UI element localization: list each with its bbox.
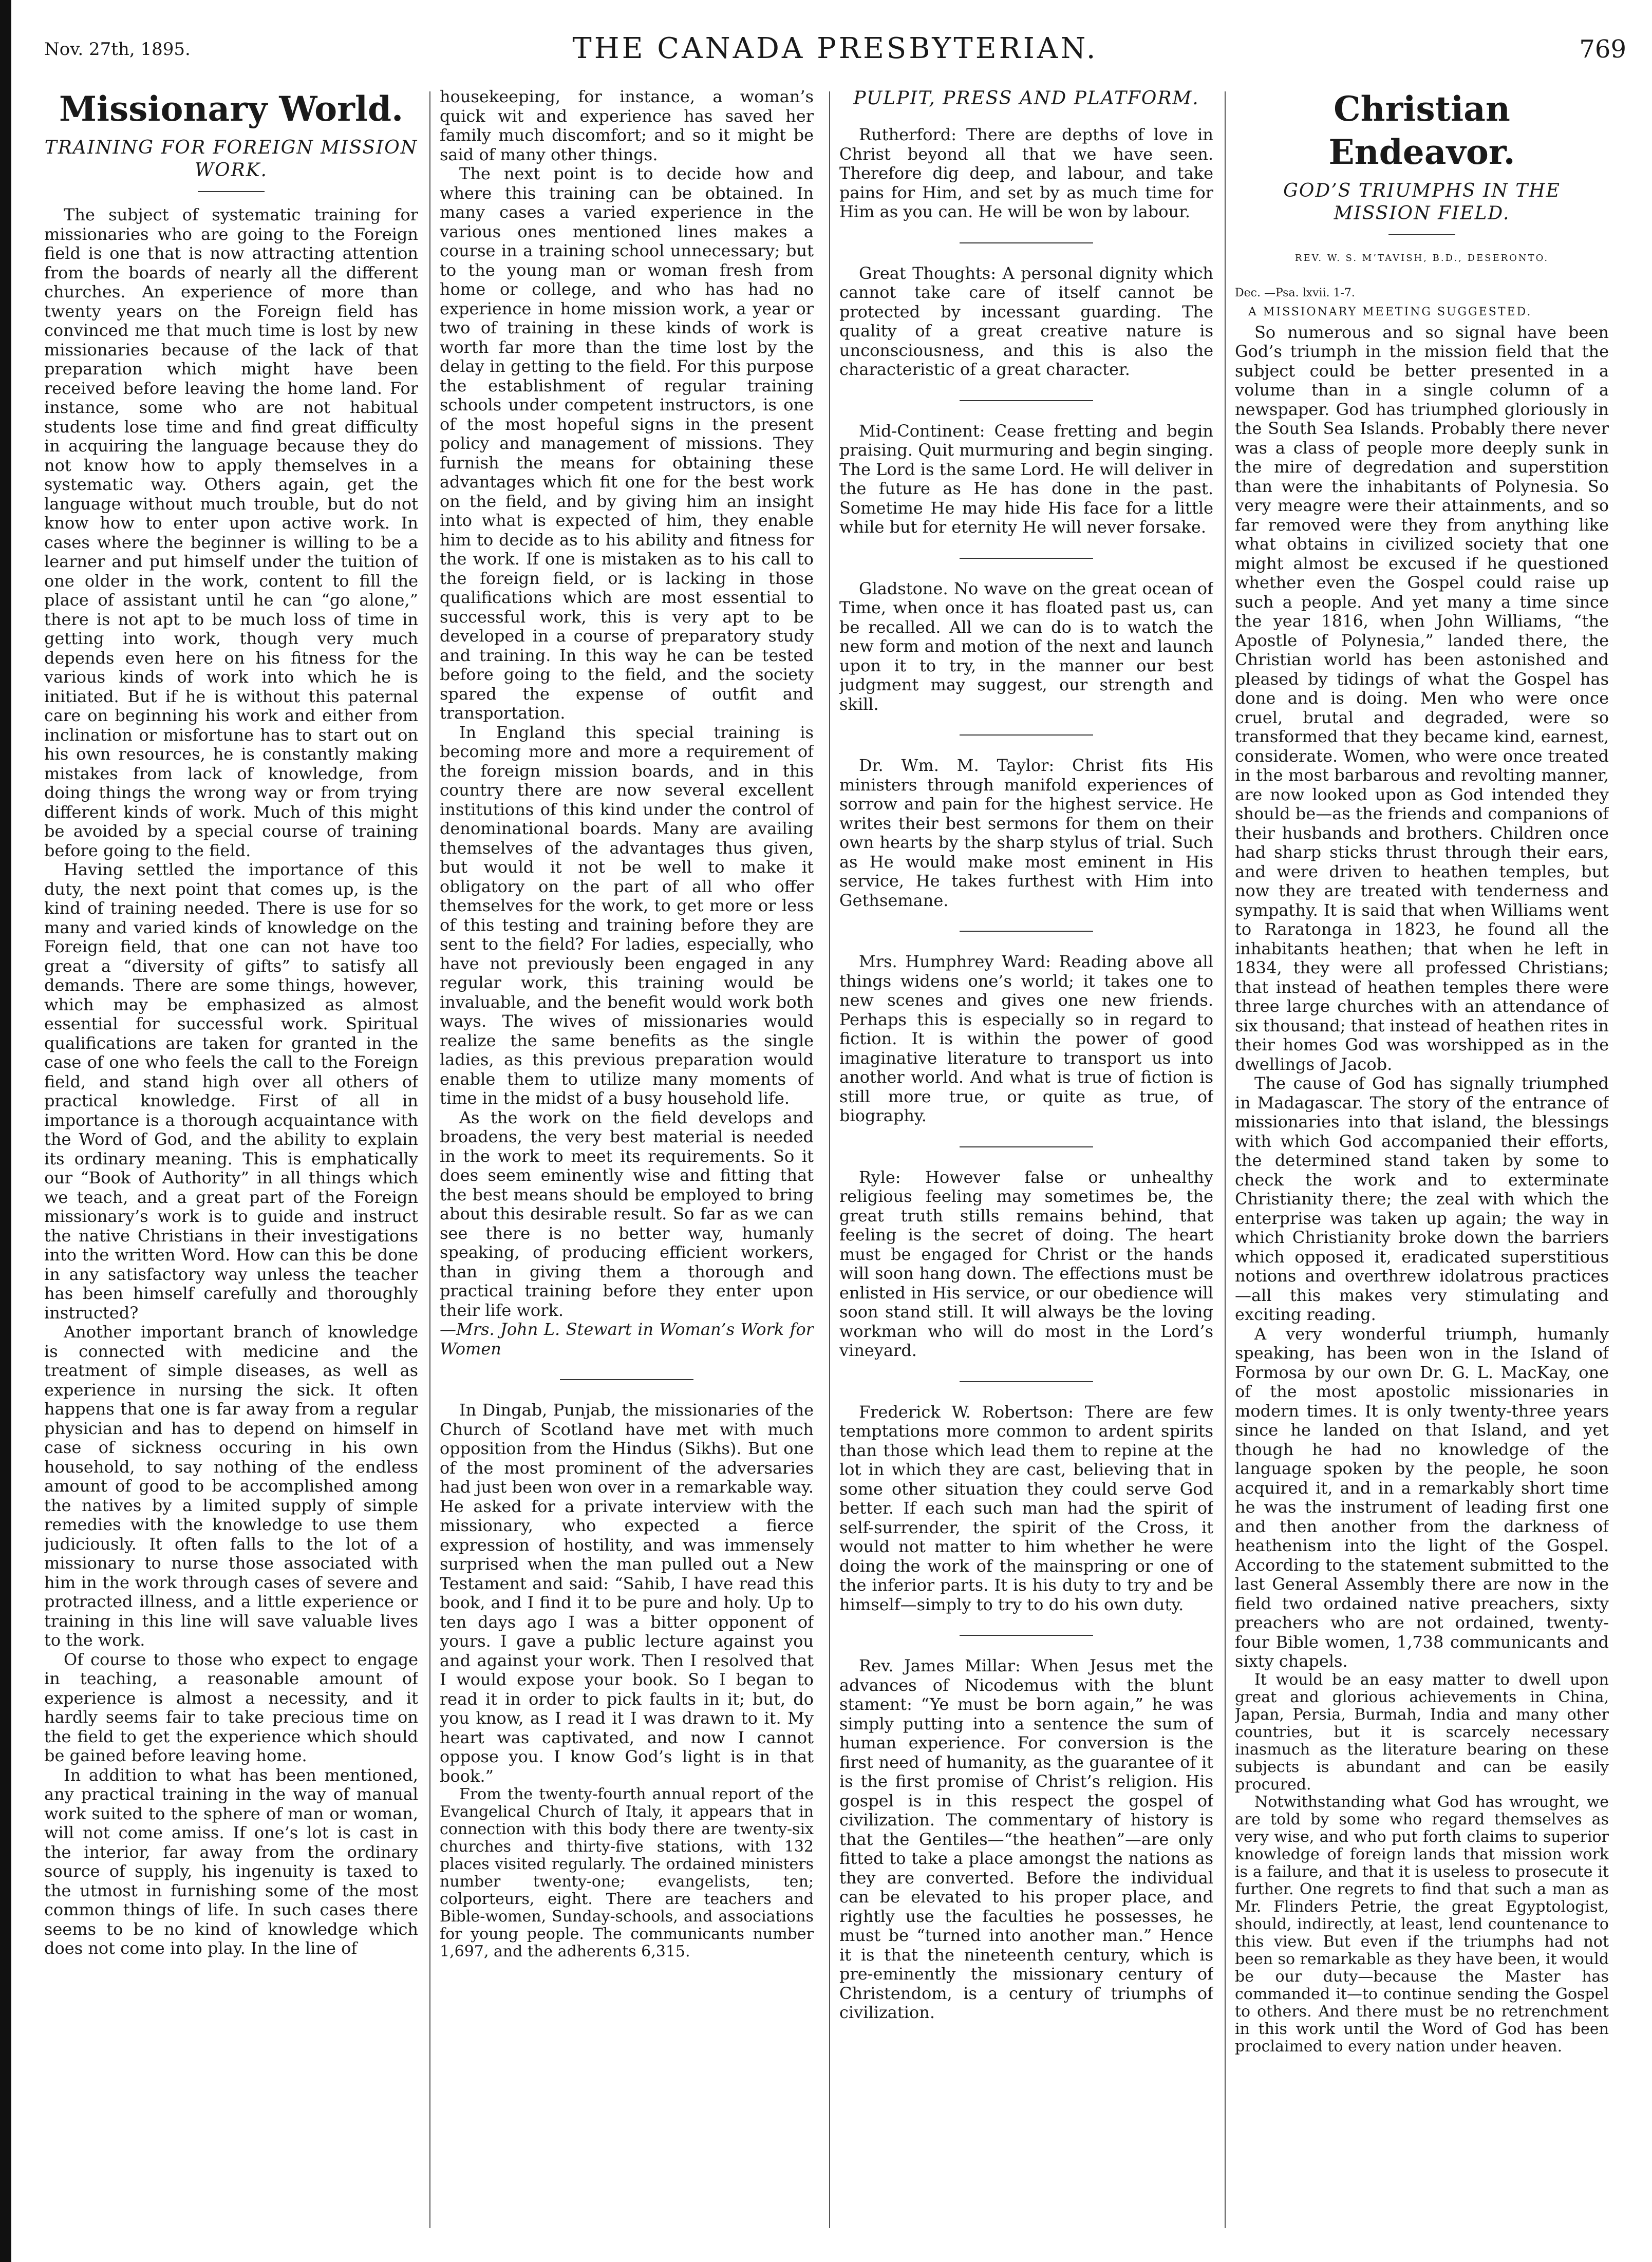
page-number: 769 xyxy=(1579,35,1626,64)
section-divider xyxy=(960,1381,1093,1382)
scripture-reference: Dec. —Psa. lxvii. 1-7. xyxy=(1235,286,1355,299)
quotation-item: Rutherford: There are depths of love in Christ beyond all that we have seen. Therefore dig deep, and labour, and take pains for Him, and set by as much time for Him as you can. He will be won by labour. xyxy=(839,125,1213,221)
column-pulpit-press-platform xyxy=(839,87,1213,2234)
article-paragraph: The cause of God has signally triumphed in Madagascar. The story of the entrance of missionaries into that island, the blessings with which God accompanied their efforts, the determined stand taken by some to check the work and to exterminate Christianity there; the zeal with which the enterprise was taken up again; the way in which Christianity broke down the barriers which opposed it, eradicated superstitious notions and overthrew idolatrous practices—all this makes very stimulating and exciting reading. xyxy=(1235,1073,1609,1324)
article-paragraph: Of course to those who expect to engage in teaching, a reasonable amount of experience is almost a necessity, and it hardly seems fair to take precious time on the field to get the experience which should be gained before leaving home. xyxy=(44,1649,418,1765)
header-date: Nov. 27th, 1895. xyxy=(44,39,191,60)
quotation-item: Frederick W. Robertson: There are few temptations more common to ardent spirits than those which lead them to repine at the lot in which they are cast, believing that in some other situation they could serve God better. If each such man had the spirit of self-surrender, the spirit of the Cross, it would not matter to him whether he were doing the work of the mainspring or one of the inferior parts. It is his duty to try and be himself—simply to try to do his own duty. xyxy=(839,1402,1213,1614)
quotation-item: Rev. James Millar: When Jesus met the advances of Nicodemus with the blunt stament: “Ye must be born again,” he was simply putting into a sentence the sum of human experience. For conversion is the first need of humanity, as the guarantee of it is the first promise of Christ’s religion. His gospel is in this respect the gospel of civilization. The commentary of history is that the Gentiles—“the heathen”—are only fitted to take a place amongst the nations as they are converted. Before the individual can be elevated to his proper place, and rightly use the faculties he possesses, he must be “turned into another man.” Hence it is that the nineteenth century, which is pre-eminently the missionary century of Christendom, is a century of triumphs of civilization. xyxy=(839,1656,1213,2022)
article-paragraph: Notwithstanding what God has wrought, we are told by some who regard themselves as very wise, and who put forth claims to superior knowledge of foreign lands that mission work is a failure, and that it is useless to prosecute it further. One regrets to find that such a man as Mr. Flinders Petrie, the great Egyptologist, should, indirectly, at least, lend countenance to this view. But even if the triumphs had not been so remarkable as they have been, it would be our duty—because the Master has commanded it—to continue sending the Gospel to others. And there must be no retrenchment in this work until the Word of God has been proclaimed to every nation under heaven. xyxy=(1235,1793,1609,2056)
section-divider xyxy=(960,1146,1093,1147)
article-title: TRAINING FOR FOREIGN MISSION WORK. xyxy=(44,137,418,181)
article-paragraph: Another important branch of knowledge is connected with medicine and the treatment of simple diseases, as well as experience in nursing the sick. It often happens that one is far away from a regular physician and has to depend on himself in case of sickness occuring in his own household, to say nothing of the endless amount of good to be accomplished among the natives by a limited supply of simple remedies with the knowledge to use them judiciously. It often falls to the lot of a missionary to nurse those associated with him in the work through cases of severe and protracted illness, and a little experience or training in this line will save valuable lives to the work. xyxy=(44,1322,418,1650)
quotation-item: Ryle: However false or unhealthy religious feeling may sometimes be, the great truth stills remains behind, that feeling is the secret of doing. The heart must be engaged for Christ or the hands will soon hang down. The effections must be enlisted in His service, or our obedience will soon stand still. It will always be the loving workman who will do most in the Lord’s vineyard. xyxy=(839,1167,1213,1360)
article-paragraph: housekeeping, for instance, a woman’s quick wit and experience has saved her family much discomfort; and so it might be said of many other things. xyxy=(440,87,814,164)
article-credit: —Mrs. John L. Stewart in Woman’s Work for Women xyxy=(440,1320,814,1359)
column-missionary-world-continued xyxy=(440,87,814,2234)
section-divider xyxy=(960,400,1093,401)
article-paragraph: So numerous and so signal have been God’s triumph in the mission field that the subject could be better presented in a volume than in a single column of a newspaper. God has triumphed gloriously in the South Sea Islands. Probably there never was a class of people more deeply sunk in the mire of degredation and superstition than were the inhabitants of Polynesia. So very meagre were their attainments, and so far removed were they from anything like what obtains in civilized society that one might almost be excused if he questioned whether even the Gospel could raise up such a people. And yet many a time since the year 1816, when John Williams, “the Apostle of Polynesia,” landed there, the Christian world has been astonished and pleased by tidings of what the Gospel has done and is doing. Men who were once cruel, brutal and degraded, were so transformed that they became kind, earnest, considerate. Women, who were once treated in the most barbarous and revolting manner, are now looked upon as God intended they should be—as the friends and companions of their husbands and brothers. Children once had sharp sticks thrust through their ears, and were driven to heathen temples, but now they are treated with tenderness and sympathy. It is said that when Williams went to Raratonga in 1823, he found all the inhabitants heathen; that when he left in 1834, they were all professed Christians; that instead of heathen temples there were three large churches with an attendance of six thousand; that instead of heathen rites in their homes God was worshipped as in the dwellings of Jacob. xyxy=(1235,322,1609,1074)
article-paragraph: The subject of systematic training for missionaries who are going to the Foreign field is one that is now attracting attention from the boards of nearly all the different churches. An experience of more than twenty years on the Foreign field has convinced me that much time is lost by new missionaries because of the lack of that preparation which might have been received before leaving the home land. For instance, some who are not habitual students lose time and find great difficulty in acquiring the language because they do not know how to apply themselves in a systematic way. Others again, get the language without much trouble, but do not know how to enter upon active work. In cases where the beginner is willing to be a learner and put himself under the tuition of one older in the work, content to fill the place of assistant until he can “go alone,” there is not apt to be much loss of time in getting into work, though very much depends even here on his fitness for the various kinds of work into which he is initiated. But if he is without this paternal care on beginning his work and either from inclination or misfortune has to start out on his own resources, he is constantly making mistakes from lack of knowledge, from doing things the wrong way or from trying different kinds of work. Much of this might be avoided by a special course of training before going to the field. xyxy=(44,205,418,860)
newspaper-title: THE CANADA PRESBYTERIAN. xyxy=(572,32,1098,65)
news-item: From the twenty-fourth annual report of the Evangelical Church of Italy, it appears that in connection with this body there are twenty-six churches and thirty-five stations, with 132 places visited regularly. The ordained ministers number twenty-one; evangelists, ten; colporteurs, eight. There are teachers and Bible-women, Sunday-schools, and associations for young people. The communicants number 1,697, and the adherents 6,315. xyxy=(440,1785,814,1961)
column-rule xyxy=(829,91,830,2228)
section-divider xyxy=(960,734,1093,736)
article-paragraph: Having settled the importance of this duty, the next point that comes up, is the kind of training needed. There is use for so many and varied kinds of knowledge on the Foreign field, that one can not have too great a “diversity of gifts” to satisfy all demands. There are some things, however, which may be emphasized as almost essential for successful work. Spiritual qualifications are taken for granted in the case of one who feels the call to the Foreign field, and stand high over all others of practical knowledge. First of all in importance is a thorough acquaintance with the Word of God, and the ability to explain its ordinary meaning. This is emphatically our “Book of Authority” in all things which we teach, and a great part of the Foreign missionary’s work is to guide and instruct the native Christians in their investigations into the written Word. How can this be done in any satisfactory way unless the teacher has been himself carefully and thoroughly instructed? xyxy=(44,860,418,1323)
quotation-item: Gladstone. No wave on the great ocean of Time, when once it has floated past us, can be recalled. All we can do is to watch the new form and motion of the next and launch upon it to try, in the manner our best judgment may suggest, our strength and skill. xyxy=(839,578,1213,714)
section-divider xyxy=(960,1635,1093,1636)
article-paragraph: A very wonderful triumph, humanly speaking, has been won in the Island of Formosa by our own Dr. G. L. MacKay, one of the most apostolic missionaries in modern times. It is only twenty-three years since he landed on that Island, and yet though he had no knowledge of the language spoken by the people, he soon acquired it, and in a remarkably short time he was the instrument of leading first one and then another from the darkness of heathenism into the light of the Gospel. According to the statement submitted to the last General Assembly there are now in the field two ordained native preachers, sixty preachers who are not ordained, twenty-four Bible women, 1,738 communicants and sixty chapels. xyxy=(1235,1324,1609,1671)
news-item: In Dingab, Punjab, the missionaries of the Church of Scotland have met with much opposition from the Hindus (Sikhs). But one of the most prominent of the adversaries had just been won over in a remarkable way. He asked for a private interview with the missionary, who expected a fierce expression of hostility, and was immensely surprised when the man pulled out a New Testament and said: “Sahib, I have read this book, and I find it to be pure and holy. Up to ten days ago I was a bitter opponent of yours. I gave a public lecture against you and against your work. Then I resolved that I would expose your book. So I began to read it in order to pick faults in it; but, do you know, as I read it I was drawn to it. My heart was captivated, and now I cannot oppose you. I know God’s light is in that book.” xyxy=(440,1400,814,1786)
column-missionary-world xyxy=(44,87,418,2234)
page-binding-edge xyxy=(0,0,11,2262)
author-byline: REV. W. S. M’TAVISH, B.D., DESERONTO. xyxy=(1294,253,1549,263)
column-rule xyxy=(429,91,430,2228)
article-paragraph: In England this special training is becoming more and more a requirement of the foreign mission boards, and in this country there are now several excellent institutions of this kind under the control of denominational boards. Many are availing themselves of the advantages thus given, but would it not be well to make it obligatory on the part of all who offer themselves for the work, to get more or less of this testing and training before they are sent to the field? For ladies, especially, who have not previously been engaged in any regular work, this training would be invaluable, and the benefit would work both ways. The wives of missionaries would realize the same benefits as the single ladies, as this previous preparation would enable them to utilize many moments of time in the midst of a busy household life. xyxy=(440,722,814,1108)
title-rule xyxy=(1388,234,1455,235)
page-header xyxy=(44,30,1626,76)
article-paragraph: It would be an easy matter to dwell upon great and glorious achievements in China, Japan, Persia, Burmah, India and many other countries, but it is scarcely necessary inasmuch as the literature bearing on these subjects is abundant and can be easily procured. xyxy=(1235,1670,1609,1794)
article-title: GOD’S TRIUMPHS IN THE MISSION FIELD. xyxy=(1283,180,1561,224)
column-rule xyxy=(1225,91,1226,2228)
department-heading: Christian Endeavor. xyxy=(1328,89,1515,172)
section-divider xyxy=(960,558,1093,559)
quotation-item: Mrs. Humphrey Ward: Reading above all things widens one’s world; it takes one to new scenes and gives one new friends. Perhaps this is especially so in regard to fiction. It is within the power of good imaginative literature to transport us into another world. And what is true of fiction is still more true, or quite as true, of biography. xyxy=(839,952,1213,1125)
column-christian-endeavor xyxy=(1235,87,1609,2234)
article-paragraph: As the work on the field develops and broadens, the very best material is needed in the work to meet its requirements. So it does seem eminently wise and fitting that the best means should be employed to bring about this desirable result. So far as we can see there is no better way, humanly speaking, of producing efficient workers, than in giving them a thorough and practical training before they enter upon their life work. xyxy=(440,1107,814,1320)
article-paragraph: The next point is to decide how and where this training can be obtained. In many cases a varied experience in the various ones mentioned lines makes a course in a training school unnecessary; but to the young man or woman fresh from home or college, and who has had no experience in home mission work, a year or two of training in these kinds of work is worth far more than the time lost by the delay in getting to the field. For this purpose the establishment of regular training schools under competent instructors, is one of the most hopeful signs in the present policy and management of missions. They furnish the means for obtaining these advantages which fit one for the best work on the field, and by giving him an insight into what is expected of him, they enable him to decide as to his ability and fitness for the work. If one is mistaken as to his call to the foreign field, or is lacking in those qualifications which are most essential to successful work, this is very apt to be developed in a course of preparatory study and training. In this way he can be tested before going to the field, and the society spared the expense of outfit and transportation. xyxy=(440,164,814,723)
article-paragraph: In addition to what has been mentioned, any practical training in the way of manual work suited to the sphere of man or woman, will not come amiss. If one’s lot is cast in the interior, far away from the ordinary source of supply, his ingenuity is taxed to the utmost in furnishing some of the most common things of life. In such cases there seems to be no kind of knowledge which does not come into play. In the line of xyxy=(44,1765,418,1958)
title-rule xyxy=(198,191,265,192)
section-divider xyxy=(960,242,1093,243)
department-heading: PULPIT, PRESS AND PLATFORM. xyxy=(853,88,1199,109)
quotation-item: Dr. Wm. M. Taylor: Christ fits His ministers through manifold experiences of sorrow and pain for the highest service. He writes their best sermons for them on their own hearts by the sharp stylus of trial. Such as He would make most eminent in His service, He takes furthest with Him into Gethsemane. xyxy=(839,756,1213,910)
quotation-item: Great Thoughts: A personal dignity which cannot take care of itself cannot be protected by incessant guarding. The quality of a great creative nature is unconsciousness, and this is also the characteristic of a great character. xyxy=(839,263,1213,379)
department-heading: Missionary World. xyxy=(59,89,404,129)
section-divider xyxy=(960,931,1093,932)
section-heading: A MISSIONARY MEETING SUGGESTED. xyxy=(1248,306,1532,318)
section-divider xyxy=(560,1379,693,1380)
quotation-item: Mid-Continent: Cease fretting and begin praising. Quit murmuring and begin singing. The Lord is the same Lord. He will deliver in the future as He has done in the past. Sometime He may hide His face for a little while but for eternity He will never forsake. xyxy=(839,421,1213,537)
